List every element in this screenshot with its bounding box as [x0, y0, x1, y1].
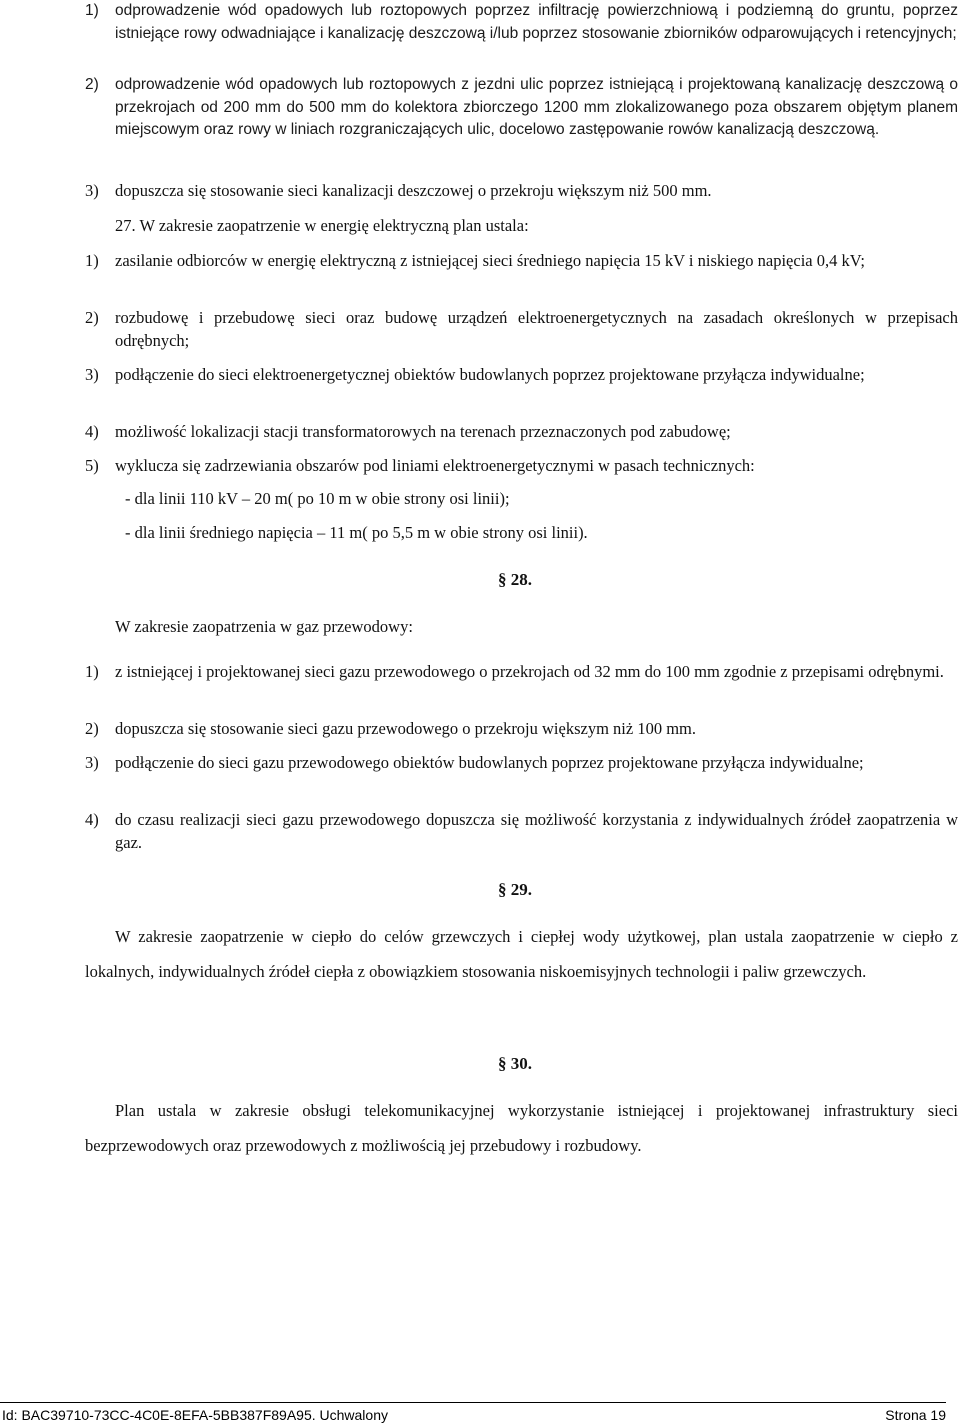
list-item [85, 752, 958, 775]
list-item [85, 250, 958, 273]
list-item [85, 0, 958, 45]
list-number: 3) [85, 365, 99, 384]
list-item [85, 364, 958, 387]
list-item [85, 809, 958, 854]
list-item [85, 307, 958, 352]
list-item [85, 180, 958, 203]
list-number: 1) [85, 251, 99, 270]
list-number: 2) [85, 719, 99, 738]
list-item [85, 455, 958, 478]
list-number: 1) [85, 662, 99, 681]
list-number: 3) [85, 753, 99, 772]
list-text: możliwość lokalizacji stacji transformatorowych na terenach przeznaczonych pod zabudowę; [115, 422, 731, 441]
list-text: dopuszcza się stosowanie sieci kanalizacji deszczowej o przekroju większym niż 500 mm. [115, 181, 712, 200]
dash-item: - dla linii średniego napięcia – 11 m( po 5,5 m w obie strony osi linii). [125, 523, 588, 542]
list-number: 2) [85, 76, 99, 93]
list-item [85, 74, 958, 142]
list-number: 4) [85, 810, 99, 829]
footer-divider [0, 1402, 946, 1403]
list-text: odprowadzenie wód opadowych lub roztopowych poprzez infiltrację powierzchniową i podziemną do gruntu, poprzez istniejące rowy odwadniające i kanalizację deszczową i/lub poprzez stosowanie zbiorników odparowujących i retencyjnych; [115, 2, 958, 42]
list-number: 2) [85, 308, 99, 327]
list-number: 5) [85, 456, 99, 475]
section-heading: § 30. [498, 1054, 532, 1073]
section-heading: § 28. [498, 570, 532, 589]
section-heading: § 29. [498, 880, 532, 899]
list-item [85, 421, 958, 444]
section-27-intro: 27. W zakresie zaopatrzenie w energię elektryczną plan ustala: [115, 216, 529, 235]
section-28-intro: W zakresie zaopatrzenia w gaz przewodowy: [115, 617, 413, 636]
dash-item: - dla linii 110 kV – 20 m( po 10 m w obie strony osi linii); [125, 489, 510, 508]
list-text: wyklucza się zadrzewiania obszarów pod liniami elektroenergetycznymi w pasach technicznych: [115, 456, 755, 475]
section-29-text: W zakresie zaopatrzenie w ciepło do celów grzewczych i ciepłej wody użytkowej, plan ustala zaopatrzenie w ciepło z lokalnych, indywidualnych źródeł ciepła z obowiązkiem stosowania niskoemisyjnych technologii i paliw grzewczych. [85, 927, 958, 981]
list-text: podłączenie do sieci elektroenergetycznej obiektów budowlanych poprzez projektowane przyłącza indywidualne; [115, 365, 865, 384]
list-text: do czasu realizacji sieci gazu przewodowego dopuszcza się możliwość korzystania z indywidualnych źródeł zaopatrzenia w gaz. [115, 810, 958, 852]
document-id: Id: BAC39710-73CC-4C0E-8EFA-5BB387F89A95. Uchwalony [2, 1407, 388, 1423]
list-text: zasilanie odbiorców w energię elektryczną z istniejącej sieci średniego napięcia 15 kV i niskiego napięcia 0,4 kV; [115, 251, 866, 270]
list-number: 1) [85, 2, 99, 19]
section-30-text: Plan ustala w zakresie obsługi telekomunikacyjnej wykorzystanie istniejącej i projektowanej infrastruktury sieci bezprzewodowych oraz przewodowych z możliwością jej przebudowy i rozbudowy. [85, 1101, 958, 1155]
list-item [85, 661, 958, 684]
list-item [85, 718, 958, 741]
list-text: podłączenie do sieci gazu przewodowego obiektów budowlanych poprzez projektowane przyłącza indywidualne; [115, 753, 864, 772]
list-text: rozbudowę i przebudowę sieci oraz budowę urządzeń elektroenergetycznych na zasadach określonych w przepisach odrębnych; [115, 308, 958, 350]
page-number: Strona 19 [885, 1407, 946, 1423]
list-number: 3) [85, 181, 99, 200]
list-text: dopuszcza się stosowanie sieci gazu przewodowego o przekroju większym niż 100 mm. [115, 719, 696, 738]
list-text: z istniejącej i projektowanej sieci gazu przewodowego o przekrojach od 32 mm do 100 mm zgodnie z przepisami odrębnymi. [115, 662, 944, 681]
list-number: 4) [85, 422, 99, 441]
list-text: odprowadzenie wód opadowych lub roztopowych z jezdni ulic poprzez istniejącą i projektowaną kanalizację deszczową o przekrojach od 200 mm do 500 mm do kolektora zbiorczego 1200 mm zlokalizowanego poza obszarem objętym planem miejscowym oraz rowy w liniach rozgraniczających ulic, docelowo zastępowanie rowów kanalizacją deszczową. [115, 76, 958, 138]
